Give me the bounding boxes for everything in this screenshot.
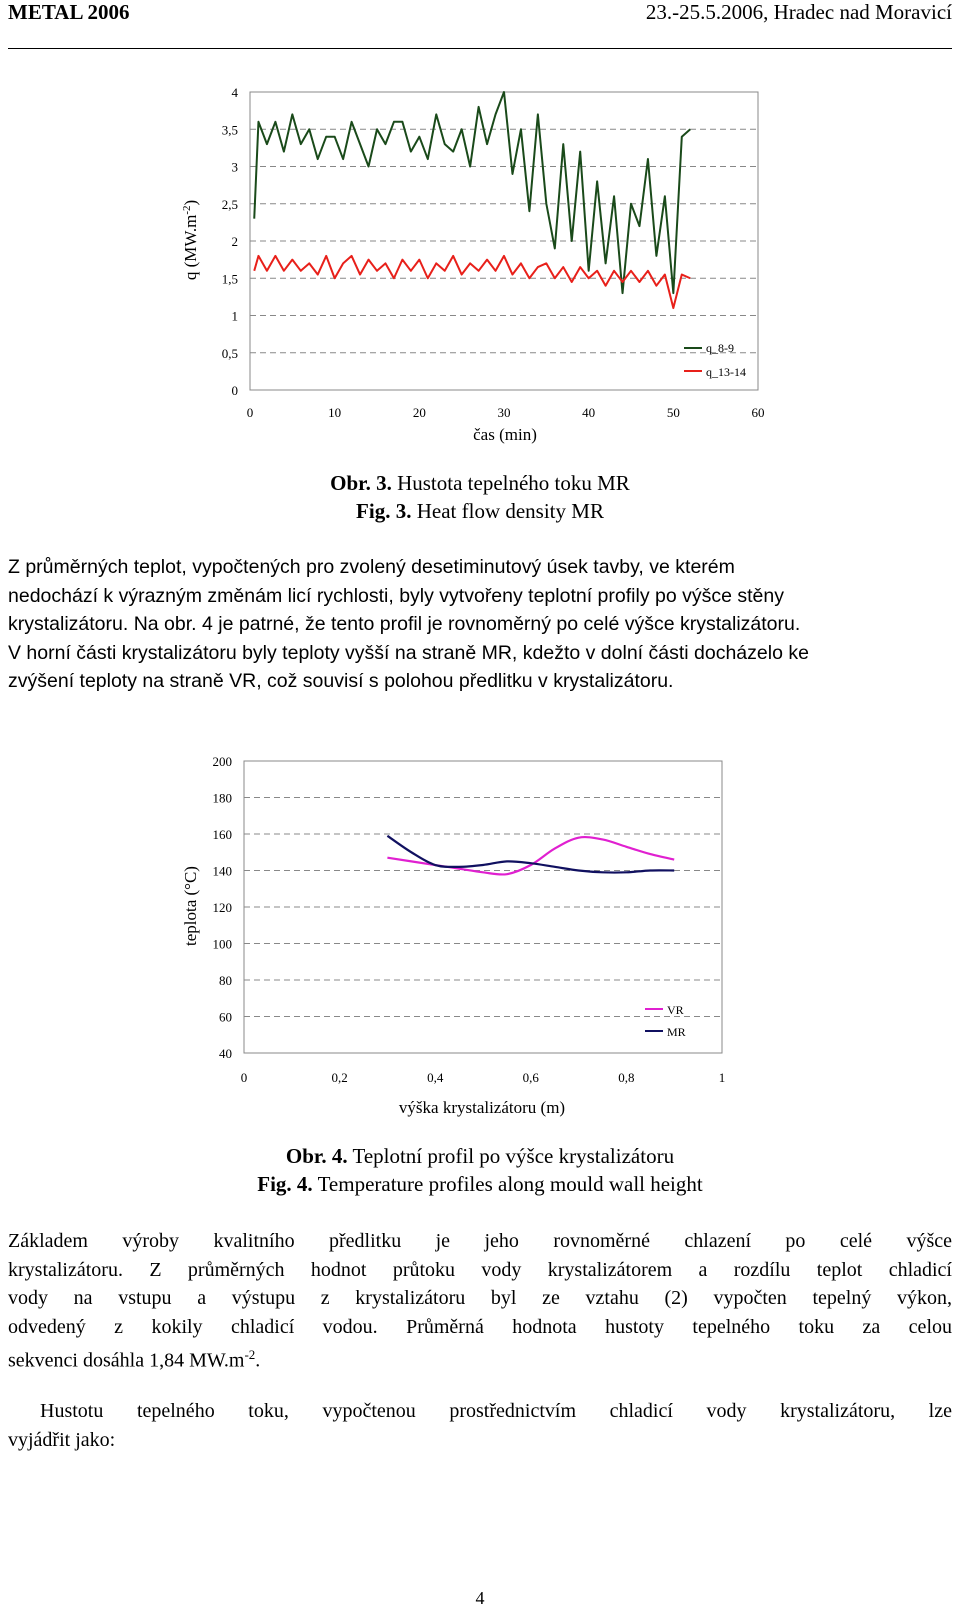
x-tick-label: 0,6 [522, 1070, 539, 1085]
figure4-label-en: Fig. 4. [257, 1172, 313, 1196]
header-rule [8, 48, 952, 49]
y-tick-label: 120 [212, 900, 232, 915]
chart1-x-axis-label: čas (min) [473, 425, 537, 444]
paragraph-1 [8, 553, 952, 696]
x-tick-label: 0,4 [427, 1070, 444, 1085]
paragraph-2-line: krystalizátoru. Z průměrných hodnot průtoku vody krystalizátorem a rozdílu teplot chladicí [8, 1258, 952, 1281]
x-tick-label: 0,8 [618, 1070, 635, 1085]
x-tick-label: 40 [582, 405, 596, 420]
chart1-x-tick-labels [247, 405, 765, 420]
paragraph-3-line: Hustotu tepelného toku, vypočtenou prostřednictvím chladicí vody krystalizátoru, lze [40, 1400, 952, 1422]
paragraph-1-line: V horní části krystalizátoru byly teploty vyšší na straně MR, kdežto v dolní části docházelo ke [8, 641, 809, 664]
figure4-text-en: Temperature profiles along mould wall height [317, 1172, 703, 1196]
series-line-VR [387, 837, 674, 874]
chart1-y-tick-labels [222, 85, 239, 398]
x-tick-label: 0 [240, 1070, 248, 1085]
chart1-legend [684, 341, 746, 379]
paragraph-1-line: nedochází k výrazným změnám licí rychlosti, byly vytvořeny teplotní profily po výšce stěny [8, 584, 784, 607]
chart2-x-axis-label: výška krystalizátoru (m) [398, 1098, 566, 1117]
series-line-MR [387, 836, 674, 873]
paragraph-2-last-line [8, 1341, 952, 1375]
figure4-label-cz: Obr. 4. [285, 1144, 348, 1168]
y-tick-label: 140 [212, 863, 232, 879]
x-tick-label: 30 [497, 405, 511, 420]
series-line-q_8-9 [254, 92, 690, 293]
y-tick-label: 4 [231, 85, 238, 100]
page-header [8, 0, 952, 48]
paragraph-1-line: Z průměrných teplot, vypočtených pro zvolený desetiminutový úsek tavby, ve kterém [8, 556, 735, 578]
y-tick-label: 1,5 [221, 271, 238, 287]
chart1-y-axis-label: q $(MW.m^{-2})$ [181, 199, 200, 281]
figure3-caption-en [0, 497, 960, 526]
figure3-label-en: Fig. 3. [356, 499, 412, 523]
chart2-series [387, 836, 674, 875]
legend-label-mr: MR [667, 1025, 686, 1039]
paragraph-2-last-end: . [255, 1349, 261, 1372]
x-tick-label: 0 [246, 405, 254, 420]
y-tick-label: 1 [231, 308, 238, 324]
chart2-legend [645, 1003, 686, 1039]
y-tick-label: 2,5 [221, 196, 238, 212]
y-tick-label: 40 [219, 1046, 232, 1061]
x-tick-label: 20 [412, 405, 426, 420]
figure4-caption-en [0, 1170, 960, 1199]
y-tick-label: 100 [212, 936, 232, 952]
paragraph-2 [8, 1227, 952, 1375]
x-tick-label: 10 [328, 405, 342, 420]
figure3-text-cz: Hustota tepelného toku MR [397, 471, 630, 495]
figure4-caption-cz [0, 1142, 960, 1171]
chart2-y-axis-label: teplota (°C) [181, 866, 200, 946]
temperature-profile-chart [0, 745, 960, 1130]
y-tick-label: 200 [212, 754, 232, 769]
paragraph-2-superscript: -2 [244, 1347, 256, 1362]
chart2-grid [244, 798, 722, 1017]
chart1-series [254, 92, 690, 308]
y-tick-label: 0,5 [221, 345, 238, 361]
y-tick-label: 0 [231, 383, 238, 398]
x-tick-label: 60 [751, 405, 765, 420]
x-tick-label: 0,2 [331, 1070, 348, 1085]
x-tick-label: 50 [666, 405, 680, 420]
page-number: 4 [475, 1588, 485, 1608]
paragraph-2-line: Základem výroby kvalitního předlitku je jeho rovnoměrné chlazení po celé výšce [8, 1230, 952, 1252]
y-tick-label: 2 [231, 234, 238, 249]
y-tick-label: 80 [219, 973, 232, 988]
y-tick-label: 3 [231, 159, 238, 175]
paragraph-2-last-text: sekvenci dosáhla 1,84 MW.m [8, 1349, 245, 1372]
legend-label-vr: VR [667, 1003, 684, 1017]
figure3-text-en: Heat flow density MR [416, 499, 604, 523]
paragraph-1-line: krystalizátoru. Na obr. 4 je patrné, že tento profil je rovnoměrný po celé výšce krystalizátoru. [8, 613, 801, 635]
conference-date-place: 23.-25.5.2006, Hradec nad Moravicí [645, 0, 952, 24]
y-tick-label: 180 [212, 790, 232, 806]
figure4-text-cz: Teplotní profil po výšce krystalizátoru [352, 1144, 675, 1168]
paragraph-2-line: odvedený z kokily chladicí vodou. Průměrná hodnota hustoty tepelného toku za celou [8, 1315, 952, 1338]
legend-label-q8-9: q_8-9 [706, 341, 734, 355]
x-tick-label: 1 [718, 1070, 726, 1085]
paragraph-3 [8, 1397, 952, 1454]
paragraph-1-line: zvýšení teploty na straně VR, což souvisí s polohou předlitku v krystalizátoru. [8, 670, 674, 692]
conference-name: METAL 2006 [8, 0, 130, 24]
y-tick-label: 160 [212, 827, 232, 842]
chart2-y-tick-labels [213, 754, 233, 1061]
paragraph-3-line: vyjádřit jako: [8, 1428, 116, 1451]
chart2-x-tick-labels [241, 1070, 726, 1085]
figure3-label-cz: Obr. 3. [330, 471, 392, 495]
legend-label-q13-14: q_13-14 [706, 365, 746, 379]
y-tick-label: 3,5 [221, 122, 238, 138]
heat-flow-chart [0, 70, 960, 450]
y-tick-label: 60 [219, 1009, 232, 1025]
figure3-caption-cz [0, 469, 960, 498]
paragraph-2-line: vody na vstupu a výstupu z krystalizátoru byl ze vztahu (2) vypočten tepelný výkon, [8, 1287, 952, 1309]
chart1-grid [250, 129, 758, 353]
